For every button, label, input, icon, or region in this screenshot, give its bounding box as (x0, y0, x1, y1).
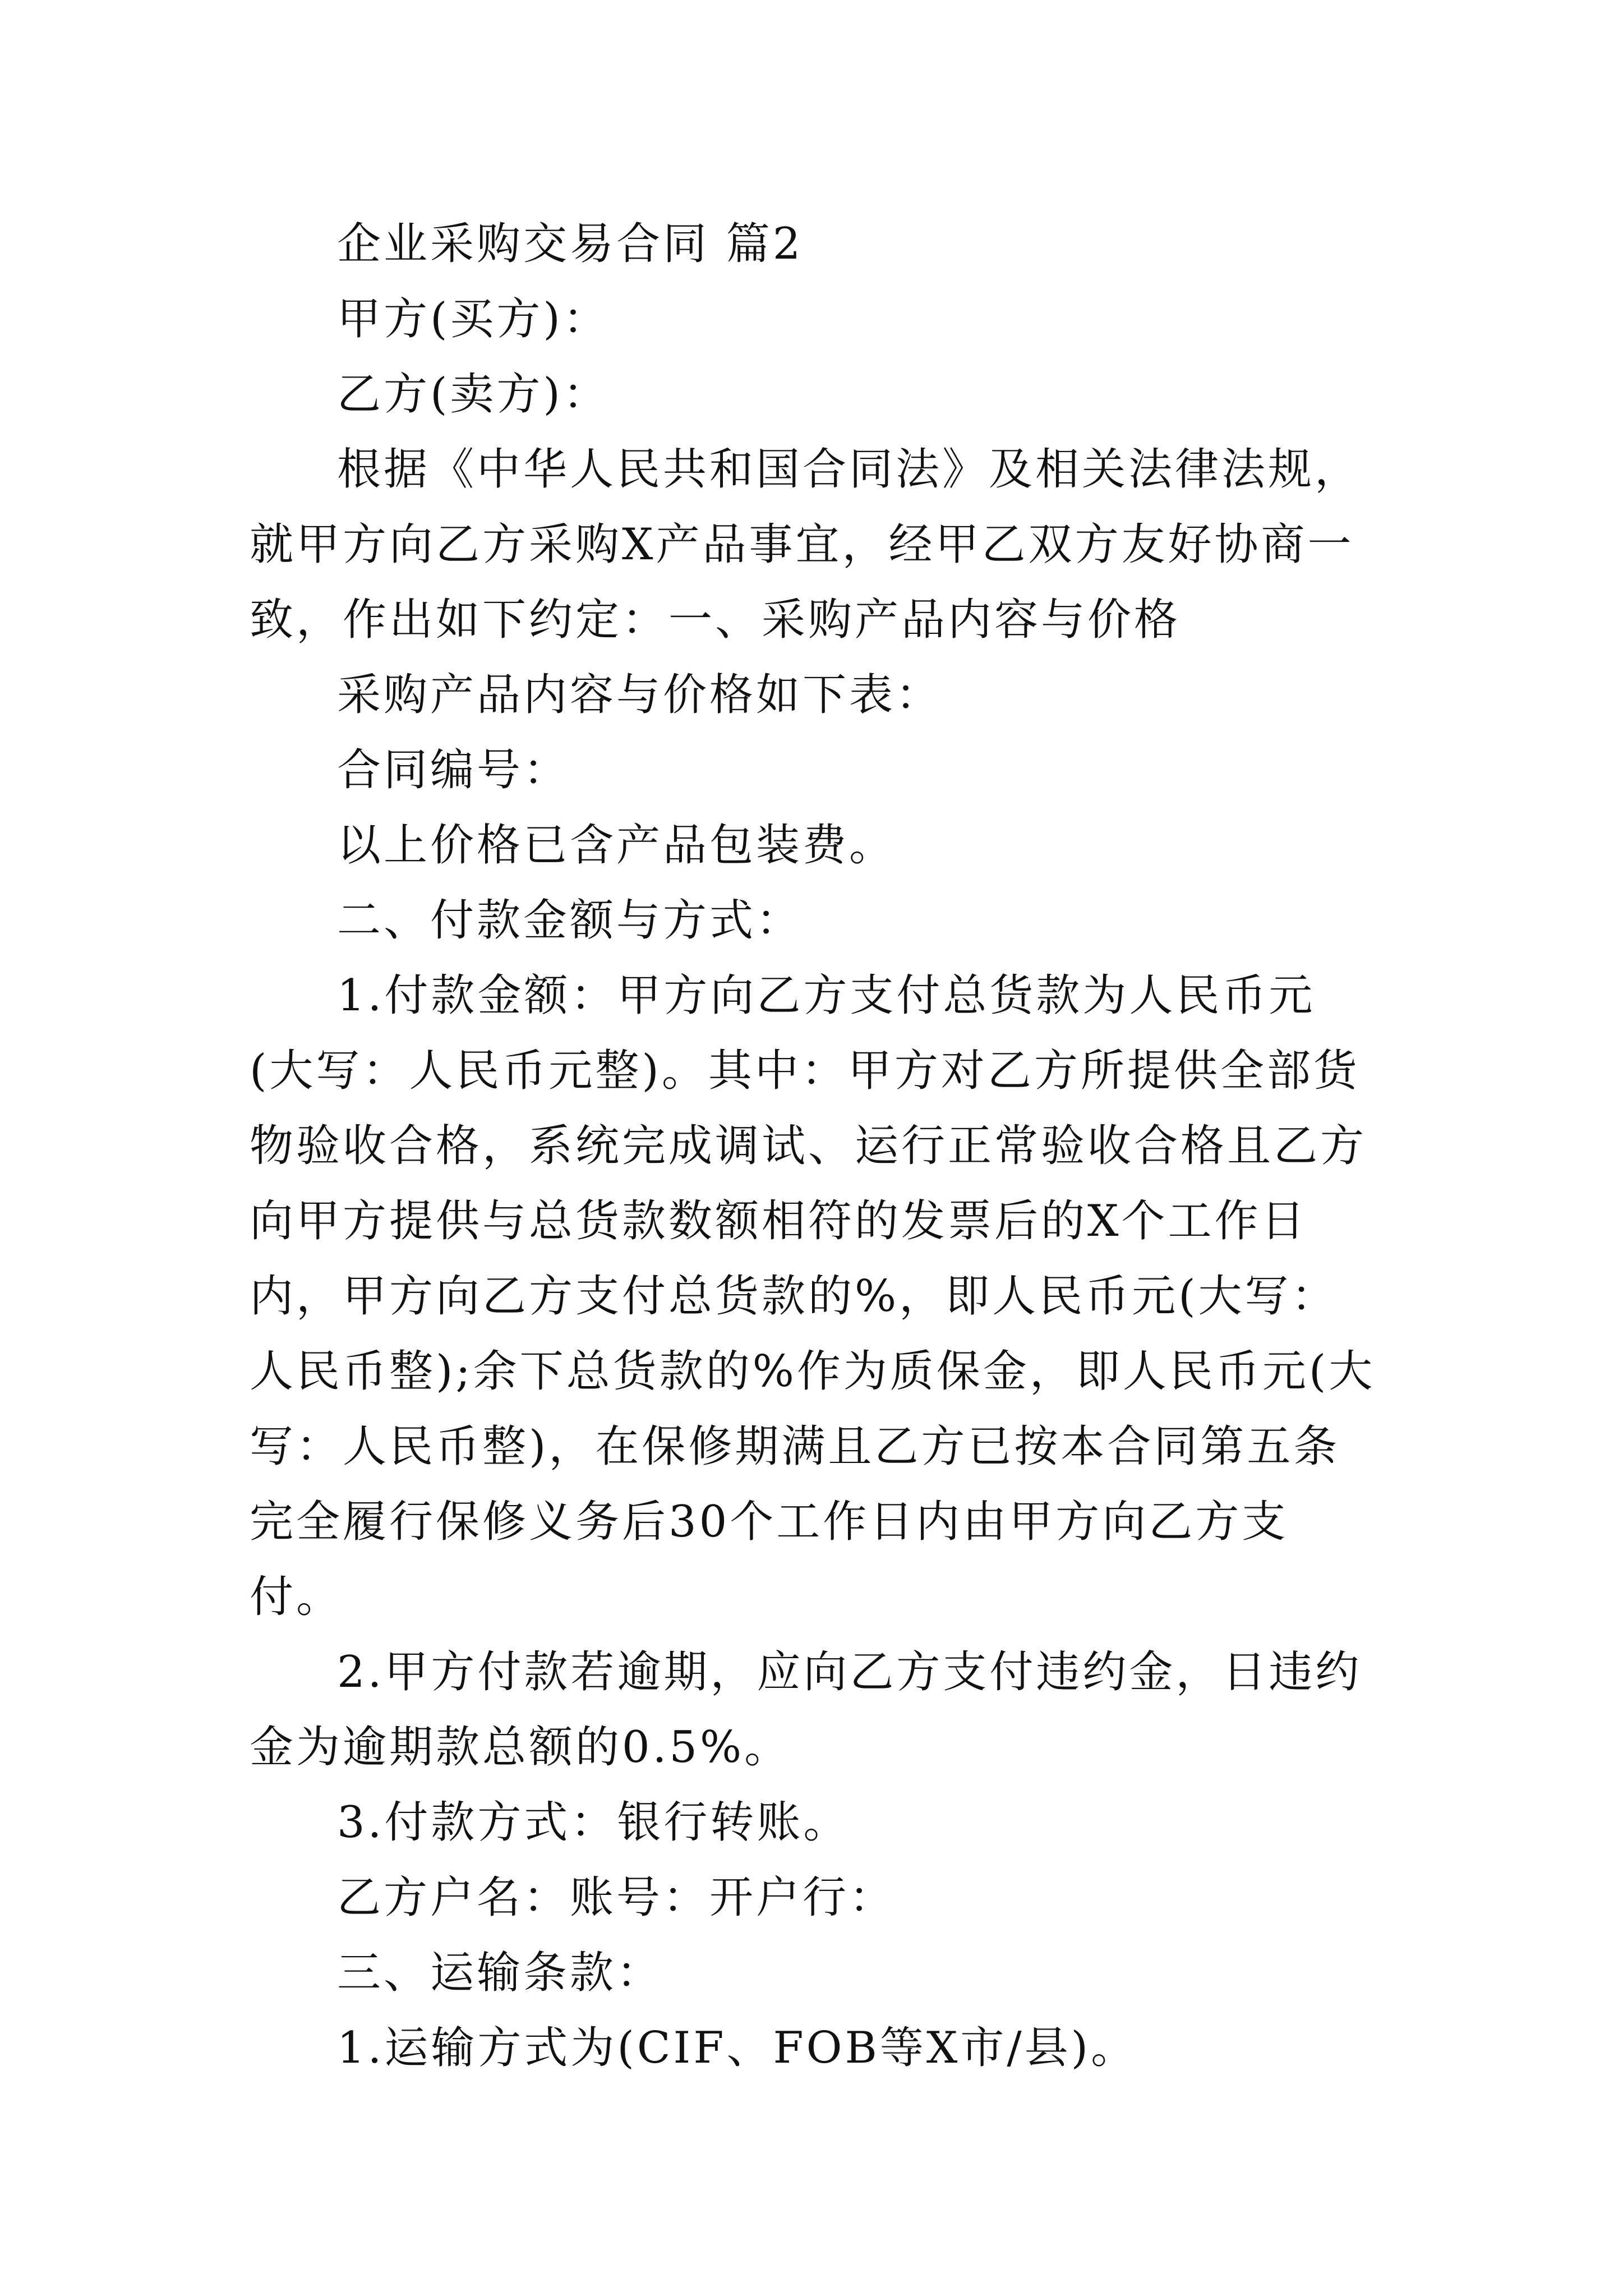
contract-number-line: 合同编号： (337, 745, 570, 795)
price-note: 以上价格已含产品包装费。 (337, 820, 896, 871)
late-payment-clause: 2.甲方付款若逾期，应向乙方支付违约金，日违约金为逾期款总额的0.5%。 (250, 1647, 1362, 1773)
payment-amount-clause: 1.付款金额：甲方向乙方支付总货款为人民币元(大写：人民币元整)。其中：甲方对乙方所提供全部货物验收合格，系统完成调试、运行正常验收合格且乙方向甲方提供与总货款数额相符的发票后的X个工作日内，甲方向乙方支付总货款的%，即人民币元(大写：人民币整);余下总货款的%作为质保金，即人民币元(大写：人民币整)，在保修期满且乙方已按本合同第五条完全履行保修义务后30个工作日内由甲方向乙方支付。 (250, 970, 1376, 1622)
transport-method-clause: 1.运输方式为(CIF、FOB等X市/县)。 (337, 2023, 1138, 2073)
payment-section-heading: 二、付款金额与方式： (337, 895, 803, 946)
party-a-line: 甲方(买方)： (337, 294, 610, 344)
product-table-intro: 采购产品内容与价格如下表： (337, 670, 943, 720)
document-body (250, 206, 1377, 2086)
party-b-line: 乙方(卖方)： (337, 369, 610, 420)
section-heading: 企业采购交易合同 篇2 (337, 219, 804, 269)
preamble-paragraph: 根据《中华人民共和国合同法》及相关法律法规，就甲方向乙方采购X产品事宜，经甲乙双方友好协商一致，作出如下约定：一、采购产品内容与价格 (250, 444, 1362, 645)
payment-method-clause: 3.付款方式：银行转账。 (337, 1797, 850, 1848)
bank-account-line: 乙方户名：账号：开户行： (337, 1872, 896, 1923)
transport-section-heading: 三、运输条款： (337, 1948, 663, 1998)
